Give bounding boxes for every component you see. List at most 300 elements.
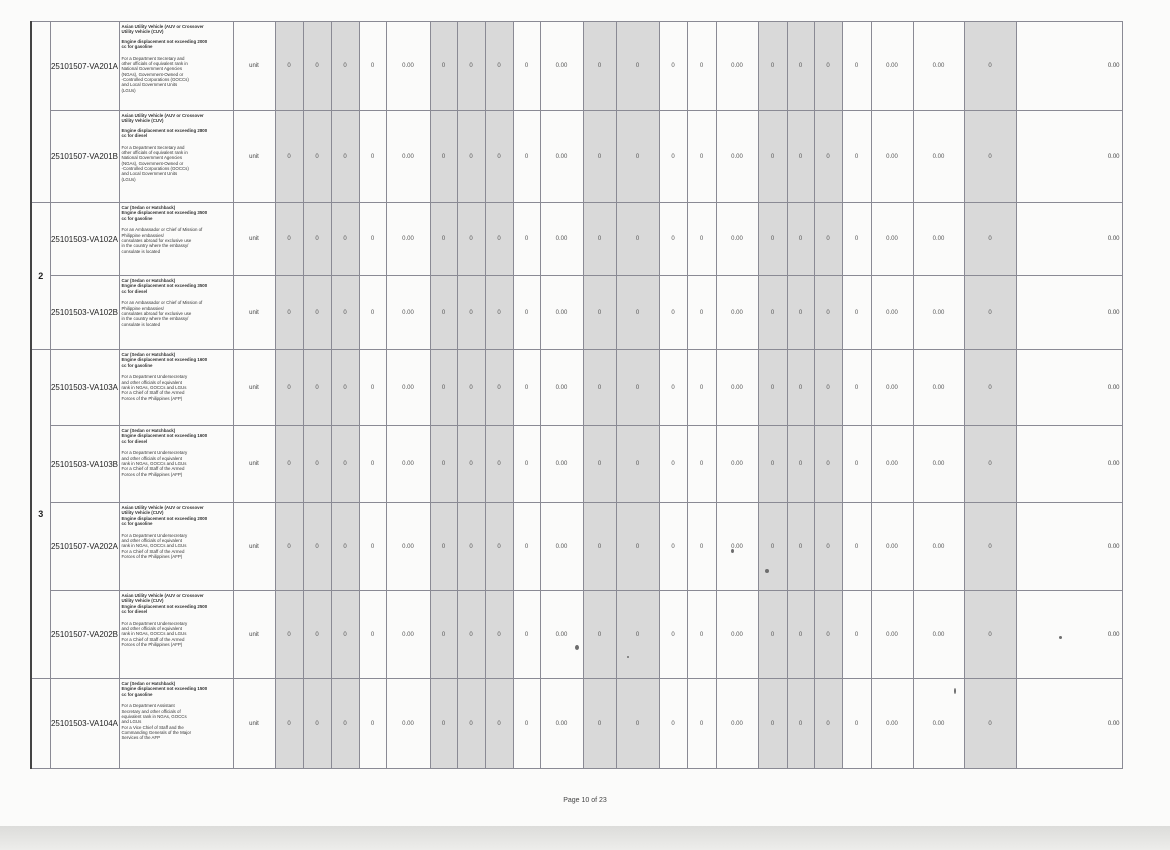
quantity-cell: 0 bbox=[303, 350, 331, 426]
item-code: 25101507-VA201B bbox=[50, 111, 119, 203]
quantity-cell: 0.00 bbox=[913, 679, 964, 769]
quantity-cell: 0 bbox=[616, 350, 659, 426]
description-body-line: (NGAs), Government-Owned or bbox=[121, 160, 184, 166]
quantity-cell: 0 bbox=[430, 22, 457, 111]
table-row bbox=[31, 111, 1122, 203]
quantity-cell: 0 bbox=[787, 203, 814, 276]
quantity-cell: 0.00 bbox=[871, 111, 913, 203]
unit-of-measure: unit bbox=[233, 679, 275, 769]
quantity-cell: 0.00 bbox=[716, 426, 758, 503]
description-body-line: For an Ambassador or Chief of Mission of bbox=[121, 300, 203, 306]
unit-of-measure: unit bbox=[233, 111, 275, 203]
quantity-cell: 0 bbox=[583, 591, 616, 679]
quantity-cell: 0.00 bbox=[871, 679, 913, 769]
quantity-cell: 0 bbox=[758, 111, 787, 203]
description-title-line: cc for gasoline bbox=[121, 691, 153, 697]
quantity-cell: 0 bbox=[687, 679, 716, 769]
quantity-cell: 0 bbox=[616, 426, 659, 503]
total-amount: 0.00 bbox=[1016, 276, 1122, 350]
group-number bbox=[31, 679, 50, 769]
unit-of-measure: unit bbox=[233, 22, 275, 111]
quantity-cell: 0.00 bbox=[540, 426, 583, 503]
description-title-line: Asian Utility Vehicle (AUV or Crossover bbox=[121, 113, 204, 118]
description-title-line: Car (Sedan or Hatchback) bbox=[121, 352, 176, 357]
quantity-cell: 0 bbox=[457, 591, 485, 679]
description-body-line: other officials of equivalent rank in bbox=[121, 149, 188, 155]
quantity-cell: 0.00 bbox=[913, 426, 964, 503]
description-body-line: and Local Government Units bbox=[121, 82, 178, 88]
quantity-cell: 0 bbox=[485, 426, 513, 503]
description-body-line: For a Department Undersecretary bbox=[121, 450, 188, 456]
quantity-cell: 0 bbox=[430, 111, 457, 203]
quantity-cell: 0 bbox=[842, 679, 871, 769]
description-body-line: consulates abroad for exclusive use bbox=[121, 310, 192, 316]
page-number: Page 10 of 23 bbox=[563, 797, 607, 804]
quantity-cell: 0.00 bbox=[386, 679, 430, 769]
quantity-cell: 0 bbox=[659, 591, 687, 679]
description-body-line: For a Department Secretary and bbox=[121, 55, 185, 61]
unit-of-measure: unit bbox=[233, 276, 275, 350]
scan-speck bbox=[731, 549, 734, 553]
group-number: 2 bbox=[31, 203, 50, 350]
total-amount: 0.00 bbox=[1016, 350, 1122, 426]
quantity-cell: 0 bbox=[616, 22, 659, 111]
description-title-line: Asian Utility Vehicle (AUV or Crossover bbox=[121, 24, 204, 29]
quantity-cell: 0.00 bbox=[540, 276, 583, 350]
quantity-cell: 0 bbox=[513, 679, 540, 769]
quantity-cell: 0 bbox=[758, 350, 787, 426]
table-row bbox=[31, 203, 1122, 276]
description-title-line: Asian Utility Vehicle (AUV or Crossover bbox=[121, 593, 204, 598]
quantity-cell: 0 bbox=[758, 203, 787, 276]
quantity-cell: 0 bbox=[842, 591, 871, 679]
description-body-line: For a Chief of Staff of the Armed bbox=[121, 390, 185, 396]
quantity-cell: 0.00 bbox=[716, 22, 758, 111]
quantity-cell: 0 bbox=[814, 111, 842, 203]
quantity-cell: 0 bbox=[583, 22, 616, 111]
quantity-cell: 0 bbox=[359, 22, 386, 111]
quantity-cell: 0 bbox=[659, 426, 687, 503]
quantity-cell: 0 bbox=[513, 111, 540, 203]
quantity-cell: 0 bbox=[787, 350, 814, 426]
quantity-cell: 0.00 bbox=[540, 679, 583, 769]
quantity-cell: 0.00 bbox=[716, 350, 758, 426]
description-body-line: and LGUs bbox=[121, 719, 142, 725]
description-title-line: Engine displacement not exceeding 1500 bbox=[121, 686, 208, 692]
table-row bbox=[31, 350, 1122, 426]
quantity-cell: 0 bbox=[583, 350, 616, 426]
quantity-cell: 0 bbox=[359, 591, 386, 679]
quantity-cell: 0 bbox=[359, 276, 386, 350]
description-body-line: For a Department Assistant bbox=[121, 703, 175, 709]
description-body-line: For a Chief of Staff of the Armed bbox=[121, 466, 185, 472]
quantity-cell: 0 bbox=[842, 111, 871, 203]
quantity-cell: 0 bbox=[457, 203, 485, 276]
description-body-line: in the country where the embassy/ bbox=[121, 316, 189, 322]
total-amount: 0.00 bbox=[1016, 22, 1122, 111]
quantity-cell: 0 bbox=[331, 591, 359, 679]
quantity-cell: 0.00 bbox=[716, 203, 758, 276]
quantity-cell: 0 bbox=[485, 111, 513, 203]
quantity-cell: 0 bbox=[583, 679, 616, 769]
quantity-cell: 0.00 bbox=[716, 679, 758, 769]
quantity-cell: 0 bbox=[303, 276, 331, 350]
quantity-cell: 0.00 bbox=[913, 503, 964, 591]
description-body-line: For a Department Undersecretary bbox=[121, 532, 188, 538]
description-title-line: cc for diesel bbox=[121, 609, 148, 615]
quantity-cell: 0.00 bbox=[913, 22, 964, 111]
group-number bbox=[31, 22, 50, 203]
total-amount: 0.00 bbox=[1016, 591, 1122, 679]
quantity-cell: 0 bbox=[842, 426, 871, 503]
quantity-cell: 0.00 bbox=[913, 350, 964, 426]
quantity-cell: 0.00 bbox=[540, 22, 583, 111]
quantity-cell: 0.00 bbox=[871, 350, 913, 426]
quantity-cell: 0 bbox=[430, 203, 457, 276]
quantity-cell: 0 bbox=[842, 203, 871, 276]
quantity-cell: 0 bbox=[457, 276, 485, 350]
group-number: 3 bbox=[31, 350, 50, 679]
description-title-line: cc for gasoline bbox=[121, 362, 153, 368]
description-body-line: (LGUs) bbox=[121, 176, 136, 182]
description-title-line: Engine displacement not exceeding 2000 bbox=[121, 515, 208, 521]
unit-of-measure: unit bbox=[233, 503, 275, 591]
scan-speck bbox=[1059, 636, 1062, 639]
quantity-cell: 0 bbox=[303, 22, 331, 111]
quantity-cell: 0 bbox=[457, 426, 485, 503]
quantity-cell: 0 bbox=[485, 679, 513, 769]
unit-of-measure: unit bbox=[233, 591, 275, 679]
description-title-line: Utility Vehicle (CUV) bbox=[121, 118, 164, 124]
description-title-line: Engine displacement not exceeding 2000 bbox=[121, 38, 208, 44]
quantity-cell: 0 bbox=[331, 350, 359, 426]
item-description bbox=[119, 503, 233, 591]
quantity-cell: 0.00 bbox=[386, 276, 430, 350]
quantity-cell: 0 bbox=[275, 591, 303, 679]
table-row bbox=[31, 503, 1122, 591]
quantity-cell: 0 bbox=[659, 350, 687, 426]
quantity-cell: 0 bbox=[457, 679, 485, 769]
quantity-cell: 0.00 bbox=[871, 426, 913, 503]
quantity-cell: 0 bbox=[814, 276, 842, 350]
quantity-cell: 0.00 bbox=[386, 111, 430, 203]
table-row bbox=[31, 426, 1122, 503]
quantity-cell: 0 bbox=[687, 203, 716, 276]
quantity-cell: 0 bbox=[275, 203, 303, 276]
unit-of-measure: unit bbox=[233, 350, 275, 426]
quantity-cell: 0 bbox=[814, 426, 842, 503]
quantity-cell: 0 bbox=[687, 111, 716, 203]
quantity-cell: 0 bbox=[616, 203, 659, 276]
quantity-cell: 0 bbox=[814, 350, 842, 426]
item-code: 25101507-VA201A bbox=[50, 22, 119, 111]
quantity-cell: 0 bbox=[275, 276, 303, 350]
quantity-cell: 0 bbox=[331, 22, 359, 111]
quantity-cell: 0 bbox=[583, 503, 616, 591]
quantity-cell: 0 bbox=[964, 111, 1016, 203]
quantity-cell: 0 bbox=[787, 503, 814, 591]
total-amount: 0.00 bbox=[1016, 426, 1122, 503]
quantity-cell: 0 bbox=[430, 426, 457, 503]
description-body-line: and other officials of equivalent bbox=[121, 455, 182, 461]
quantity-cell: 0 bbox=[814, 679, 842, 769]
description-title-line: Engine displacement not exceeding 3500 bbox=[121, 283, 208, 289]
quantity-cell: 0 bbox=[964, 679, 1016, 769]
quantity-cell: 0 bbox=[513, 276, 540, 350]
description-body-line: -Controlled Corporations (GOCCs) bbox=[121, 166, 189, 171]
quantity-cell: 0 bbox=[359, 503, 386, 591]
description-body-line: consulate is located bbox=[121, 321, 161, 327]
quantity-cell: 0.00 bbox=[386, 350, 430, 426]
quantity-cell: 0 bbox=[964, 350, 1016, 426]
quantity-cell: 0 bbox=[485, 203, 513, 276]
quantity-cell: 0 bbox=[513, 22, 540, 111]
description-body-line: For a Vice Chief of Staff and the bbox=[121, 724, 184, 730]
description-body-line: Forces of the Philippines (AFP) bbox=[121, 642, 183, 647]
item-code: 25101503-VA102A bbox=[50, 203, 119, 276]
quantity-cell: 0 bbox=[457, 350, 485, 426]
quantity-cell: 0 bbox=[513, 426, 540, 503]
description-body-line: -Controlled Corporations (GOCCs) bbox=[121, 77, 189, 82]
quantity-cell: 0.00 bbox=[871, 591, 913, 679]
quantity-cell: 0 bbox=[616, 276, 659, 350]
description-title-line: cc for gasoline bbox=[121, 521, 153, 527]
quantity-cell: 0 bbox=[359, 426, 386, 503]
quantity-cell: 0 bbox=[758, 276, 787, 350]
description-body-line: equivalent rank in NGAs, GOCCs bbox=[121, 713, 187, 719]
quantity-cell: 0 bbox=[758, 679, 787, 769]
quantity-cell: 0 bbox=[275, 503, 303, 591]
description-body-line: consulates abroad for exclusive use bbox=[121, 237, 192, 243]
quantity-cell: 0 bbox=[303, 426, 331, 503]
item-description bbox=[119, 426, 233, 503]
quantity-cell: 0 bbox=[659, 203, 687, 276]
quantity-cell: 0.00 bbox=[913, 203, 964, 276]
total-amount: 0.00 bbox=[1016, 111, 1122, 203]
description-title-line: cc for gasoline bbox=[121, 44, 153, 50]
quantity-cell: 0.00 bbox=[871, 503, 913, 591]
quantity-cell: 0.00 bbox=[871, 22, 913, 111]
description-title-line: cc for diesel bbox=[121, 438, 148, 444]
quantity-cell: 0 bbox=[687, 591, 716, 679]
quantity-cell: 0 bbox=[787, 276, 814, 350]
quantity-cell: 0.00 bbox=[871, 203, 913, 276]
description-body-line: and other officials of equivalent bbox=[121, 379, 182, 385]
quantity-cell: 0.00 bbox=[540, 111, 583, 203]
description-body-line: and other officials of equivalent bbox=[121, 537, 182, 543]
description-body-line: For a Department Secretary and bbox=[121, 144, 185, 150]
quantity-cell: 0 bbox=[331, 679, 359, 769]
description-body-line: consulate is located bbox=[121, 248, 161, 254]
quantity-cell: 0 bbox=[687, 350, 716, 426]
quantity-cell: 0 bbox=[430, 350, 457, 426]
quantity-cell: 0 bbox=[787, 591, 814, 679]
quantity-cell: 0.00 bbox=[871, 276, 913, 350]
description-title-line: Utility Vehicle (CUV) bbox=[121, 598, 164, 604]
description-body-line: and other officials of equivalent bbox=[121, 625, 182, 631]
quantity-cell: 0 bbox=[687, 503, 716, 591]
quantity-cell: 0 bbox=[303, 111, 331, 203]
description-title-line: Engine displacement not exceeding 1600 bbox=[121, 433, 208, 439]
description-body-line: other officials of equivalent rank in bbox=[121, 60, 188, 66]
quantity-cell: 0 bbox=[275, 426, 303, 503]
quantity-cell: 0 bbox=[964, 426, 1016, 503]
quantity-cell: 0 bbox=[964, 203, 1016, 276]
scan-speck bbox=[575, 645, 579, 650]
quantity-cell: 0.00 bbox=[716, 503, 758, 591]
total-amount: 0.00 bbox=[1016, 679, 1122, 769]
quantity-cell: 0 bbox=[457, 503, 485, 591]
quantity-cell: 0 bbox=[814, 22, 842, 111]
scan-speck bbox=[765, 569, 769, 573]
quantity-cell: 0 bbox=[485, 22, 513, 111]
quantity-cell: 0.00 bbox=[716, 111, 758, 203]
quantity-cell: 0 bbox=[659, 679, 687, 769]
description-body-line: National Government Agencies bbox=[121, 155, 183, 161]
quantity-cell: 0 bbox=[359, 111, 386, 203]
table-row bbox=[31, 276, 1122, 350]
price-schedule-table bbox=[30, 21, 1123, 769]
quantity-cell: 0 bbox=[430, 679, 457, 769]
table-row bbox=[31, 591, 1122, 679]
table-row bbox=[31, 679, 1122, 769]
table-row bbox=[31, 22, 1122, 111]
quantity-cell: 0 bbox=[616, 679, 659, 769]
quantity-cell: 0 bbox=[457, 111, 485, 203]
quantity-cell: 0 bbox=[359, 203, 386, 276]
quantity-cell: 0 bbox=[331, 203, 359, 276]
description-body-line: in the country where the embassy/ bbox=[121, 243, 189, 249]
quantity-cell: 0 bbox=[659, 503, 687, 591]
description-body-line: Philippine embassies/ bbox=[121, 305, 164, 311]
quantity-cell: 0 bbox=[616, 591, 659, 679]
description-body-line: (NGAs), Government-Owned or bbox=[121, 71, 184, 77]
quantity-cell: 0 bbox=[430, 591, 457, 679]
quantity-cell: 0 bbox=[687, 22, 716, 111]
item-description bbox=[119, 22, 233, 111]
description-body-line: Forces of the Philippines (AFP) bbox=[121, 471, 183, 477]
quantity-cell: 0 bbox=[303, 679, 331, 769]
quantity-cell: 0 bbox=[787, 22, 814, 111]
item-code: 25101503-VA102B bbox=[50, 276, 119, 350]
description-body-line: For an Ambassador or Chief of Mission of bbox=[121, 227, 203, 233]
quantity-cell: 0.00 bbox=[913, 591, 964, 679]
quantity-cell: 0 bbox=[513, 203, 540, 276]
quantity-cell: 0 bbox=[687, 426, 716, 503]
quantity-cell: 0 bbox=[485, 503, 513, 591]
description-body-line: rank in NGAs, GOCCs and LGUs bbox=[121, 384, 187, 390]
description-body-line: Philippine embassies/ bbox=[121, 232, 164, 238]
quantity-cell: 0 bbox=[513, 350, 540, 426]
quantity-cell: 0 bbox=[583, 203, 616, 276]
quantity-cell: 0.00 bbox=[540, 591, 583, 679]
quantity-cell: 0 bbox=[758, 426, 787, 503]
scan-speck bbox=[627, 656, 629, 658]
quantity-cell: 0 bbox=[331, 276, 359, 350]
quantity-cell: 0 bbox=[303, 203, 331, 276]
quantity-cell: 0.00 bbox=[386, 22, 430, 111]
quantity-cell: 0.00 bbox=[386, 426, 430, 503]
item-code: 25101503-VA103B bbox=[50, 426, 119, 503]
description-body-line: rank in NGAs, GOCCs and LGUs bbox=[121, 631, 187, 637]
item-description bbox=[119, 111, 233, 203]
quantity-cell: 0 bbox=[275, 111, 303, 203]
quantity-cell: 0.00 bbox=[716, 276, 758, 350]
description-title-line: Car (Sedan or Hatchback) bbox=[121, 205, 176, 210]
scanner-bed-edge bbox=[0, 826, 1170, 850]
description-body-line: rank in NGAs, GOCCs and LGUs bbox=[121, 460, 187, 466]
quantity-cell: 0 bbox=[583, 426, 616, 503]
description-title-line: cc for diesel bbox=[121, 288, 148, 294]
quantity-cell: 0 bbox=[485, 350, 513, 426]
quantity-cell: 0 bbox=[758, 591, 787, 679]
description-body-line: (LGUs) bbox=[121, 87, 136, 93]
item-code: 25101507-VA202B bbox=[50, 591, 119, 679]
quantity-cell: 0 bbox=[583, 111, 616, 203]
item-code: 25101503-VA103A bbox=[50, 350, 119, 426]
quantity-cell: 0 bbox=[430, 276, 457, 350]
item-description bbox=[119, 591, 233, 679]
item-description bbox=[119, 276, 233, 350]
scan-speck bbox=[954, 688, 956, 694]
quantity-cell: 0 bbox=[303, 503, 331, 591]
quantity-cell: 0 bbox=[814, 203, 842, 276]
quantity-cell: 0 bbox=[583, 276, 616, 350]
quantity-cell: 0 bbox=[659, 22, 687, 111]
quantity-cell: 0.00 bbox=[913, 276, 964, 350]
quantity-cell: 0 bbox=[275, 22, 303, 111]
description-body-line: Forces of the Philippines (AFP) bbox=[121, 554, 183, 559]
quantity-cell: 0 bbox=[758, 22, 787, 111]
description-title-line: Asian Utility Vehicle (AUV or Crossover bbox=[121, 505, 204, 510]
description-body-line: Secretary and other officials of bbox=[121, 708, 181, 714]
quantity-cell: 0 bbox=[842, 350, 871, 426]
quantity-cell: 0 bbox=[787, 426, 814, 503]
description-body-line: For a Chief of Staff of the Armed bbox=[121, 636, 185, 642]
quantity-cell: 0.00 bbox=[540, 503, 583, 591]
description-body-line: Forces of the Philippines (AFP) bbox=[121, 395, 183, 401]
quantity-cell: 0 bbox=[275, 679, 303, 769]
quantity-cell: 0 bbox=[359, 679, 386, 769]
quantity-cell: 0 bbox=[616, 503, 659, 591]
description-body-line: For a Department Undersecretary bbox=[121, 620, 188, 626]
quantity-cell: 0 bbox=[659, 111, 687, 203]
description-title-line: Car (Sedan or Hatchback) bbox=[121, 681, 176, 686]
quantity-cell: 0 bbox=[513, 591, 540, 679]
quantity-cell: 0 bbox=[616, 111, 659, 203]
item-description bbox=[119, 679, 233, 769]
item-description bbox=[119, 350, 233, 426]
quantity-cell: 0.00 bbox=[540, 350, 583, 426]
description-title-line: Car (Sedan or Hatchback) bbox=[121, 428, 176, 433]
unit-of-measure: unit bbox=[233, 203, 275, 276]
description-title-line: cc for diesel bbox=[121, 133, 148, 139]
quantity-cell: 0 bbox=[331, 426, 359, 503]
description-body-line: For a Chief of Staff of the Armed bbox=[121, 548, 185, 554]
total-amount: 0.00 bbox=[1016, 203, 1122, 276]
quantity-cell: 0 bbox=[814, 503, 842, 591]
quantity-cell: 0 bbox=[430, 503, 457, 591]
description-body-line: National Government Agencies bbox=[121, 66, 183, 72]
quantity-cell: 0 bbox=[964, 503, 1016, 591]
quantity-cell: 0 bbox=[787, 679, 814, 769]
quantity-cell: 0 bbox=[964, 22, 1016, 111]
description-title-line: Engine displacement not exceeding 1600 bbox=[121, 357, 208, 363]
quantity-cell: 0 bbox=[842, 503, 871, 591]
quantity-cell: 0 bbox=[659, 276, 687, 350]
description-body-line: rank in NGAs, GOCCs and LGUs bbox=[121, 543, 187, 549]
item-code: 25101507-VA202A bbox=[50, 503, 119, 591]
